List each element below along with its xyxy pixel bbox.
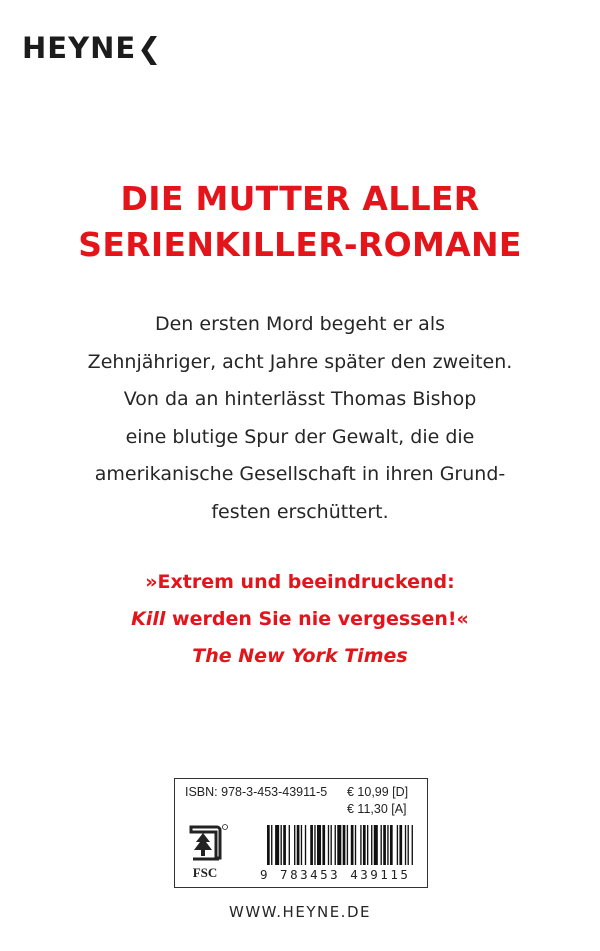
barcode-bar (343, 825, 346, 865)
barcode-bar (412, 825, 413, 865)
barcode-bar (381, 825, 382, 865)
quote-source: The New York Times (192, 645, 408, 667)
barcode-bar (297, 825, 300, 865)
barcode-bar (374, 825, 378, 865)
barcode-bar (337, 825, 341, 865)
barcode-bars (267, 825, 417, 865)
barcode-bar (289, 825, 290, 865)
publisher-url: WWW.HEYNE.DE (229, 903, 371, 921)
logo-chevron-icon: ❮ (137, 31, 163, 65)
barcode-bar (363, 825, 366, 865)
blurb-line: Von da an hinterlässt Thomas Bishop (123, 388, 477, 410)
barcode-bar (335, 825, 336, 865)
barcode-bar (405, 825, 406, 865)
barcode-bar (355, 825, 356, 865)
price-austria: € 11,30 [A] (347, 802, 407, 816)
ean-digits: 9 783453 439115 (260, 867, 411, 882)
isbn-number: ISBN: 978-3-453-43911-5 (185, 785, 328, 799)
barcode-bar (317, 825, 321, 865)
barcode-bar (328, 825, 329, 865)
barcode-bar (397, 825, 398, 865)
barcode-bar (322, 825, 325, 865)
fsc-tree-icon (185, 823, 229, 865)
barcode-bar (351, 825, 354, 865)
blurb-line: festen erschüttert. (211, 500, 389, 523)
quote-line-1: »Extrem und beeindruckend: (145, 571, 455, 593)
barcode-bar (301, 825, 302, 865)
price-germany: € 10,99 [D] (347, 785, 409, 799)
barcode-bar (283, 825, 286, 865)
barcode-bar (367, 825, 368, 865)
quote-line-2 (0, 601, 600, 638)
blurb-line: amerikanische Gesellschaft in ihren Grund- (94, 463, 506, 485)
barcode-bar (281, 825, 282, 865)
barcode-bar (271, 825, 272, 865)
fsc-logo (185, 823, 233, 881)
barcode-bar (347, 825, 348, 865)
headline-line-2: SERIENKILLER-ROMANE (78, 225, 522, 264)
barcode-bar (305, 825, 306, 865)
barcode-bar (371, 825, 372, 865)
barcode-bar (390, 825, 393, 865)
barcode-bar (294, 825, 295, 865)
blurb-line: eine blutige Spur der Gewalt, die die (125, 425, 475, 448)
barcode-bar (383, 825, 386, 865)
barcode-bar (399, 825, 402, 865)
blurb-line: Den ersten Mord begeht er als (154, 313, 445, 335)
blurb-line: Zehnjähriger, acht Jahre später den zweiten. (87, 350, 513, 373)
quote-book-title: Kill (131, 608, 166, 630)
barcode-bar (387, 825, 388, 865)
barcode-bar (360, 825, 361, 865)
quote-line-2-rest: werden Sie nie vergessen!« (165, 608, 469, 630)
barcode-bar (275, 825, 279, 865)
barcode-box (174, 778, 428, 888)
barcode-bar (267, 825, 270, 865)
barcode-bar (331, 825, 332, 865)
press-quote (0, 564, 600, 675)
barcode-bar (310, 825, 313, 865)
publisher-logo-text: HEYNE (22, 31, 137, 65)
blurb-text (0, 306, 600, 531)
publisher-logo (22, 30, 162, 66)
fsc-label: FSC (192, 865, 218, 880)
headline-line-1: DIE MUTTER ALLER (120, 179, 480, 218)
barcode-bar (314, 825, 315, 865)
headline (0, 176, 600, 268)
barcode-bar (408, 825, 409, 865)
